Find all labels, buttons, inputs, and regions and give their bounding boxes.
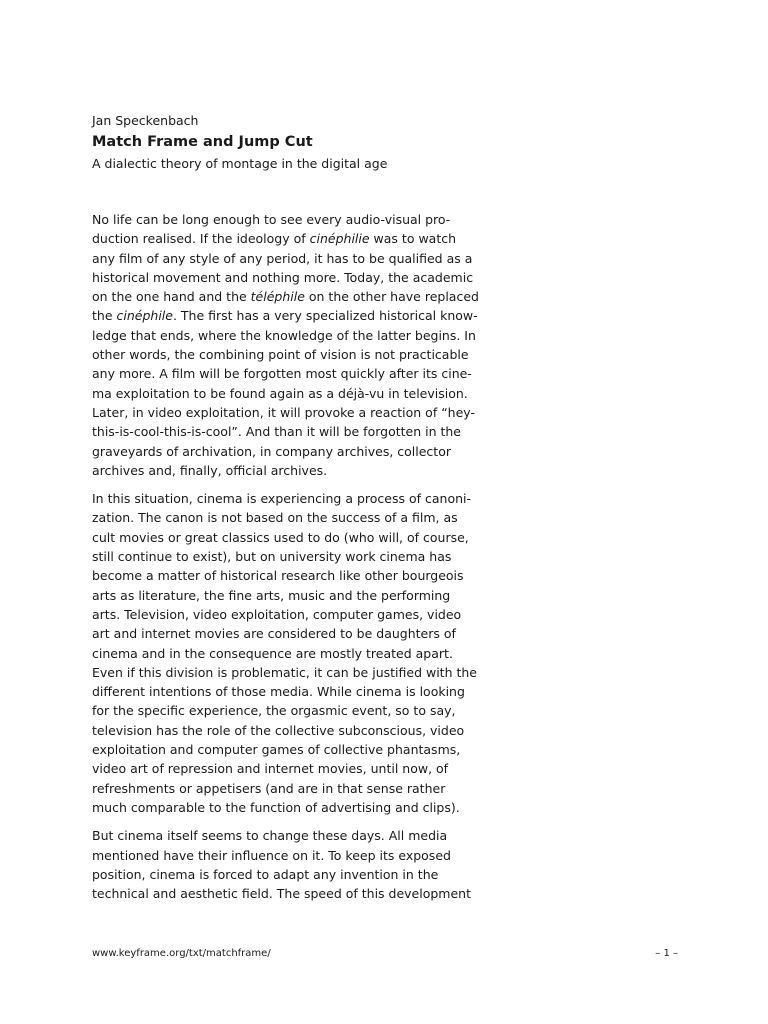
text-run: for the specific experience, the orgasmic event, so to say, bbox=[92, 703, 456, 719]
text-line bbox=[92, 798, 500, 817]
text-run: mentioned have their influence on it. To keep its exposed bbox=[92, 847, 451, 863]
text-run: refreshments or appetisers (and are in that sense rather bbox=[92, 780, 446, 796]
text-run: much comparable to the function of advertising and clips). bbox=[92, 799, 460, 815]
text-run: . The first has a very specialized historical know- bbox=[172, 308, 478, 324]
text-line bbox=[92, 644, 500, 663]
text-run: archives and, finally, official archives. bbox=[92, 462, 328, 478]
text-line bbox=[92, 740, 500, 759]
text-line bbox=[92, 663, 500, 682]
text-line bbox=[92, 721, 500, 740]
text-run: any film of any style of any period, it has to be qualified as a bbox=[92, 250, 473, 266]
text-run: historical movement and nothing more. Today, the academic bbox=[92, 269, 474, 285]
text-run: exploitation and computer games of collective phantasms, bbox=[92, 742, 461, 758]
text-run: on the other have replaced bbox=[304, 289, 479, 305]
text-line bbox=[92, 326, 500, 345]
paragraph bbox=[92, 489, 500, 817]
text-run: was to watch bbox=[369, 231, 457, 247]
text-line bbox=[92, 442, 500, 461]
text-line bbox=[92, 306, 500, 325]
text-line bbox=[92, 345, 500, 364]
text-run: graveyards of archivation, in company archives, collector bbox=[92, 443, 451, 459]
author-name: Jan Speckenbach bbox=[92, 113, 199, 128]
text-line bbox=[92, 268, 500, 287]
text-run: position, cinema is forced to adapt any invention in the bbox=[92, 866, 439, 882]
text-line bbox=[92, 624, 500, 643]
text-run: arts. Television, video exploitation, computer games, video bbox=[92, 606, 462, 622]
article-body bbox=[92, 210, 500, 912]
text-line bbox=[92, 547, 500, 566]
text-run: technical and aesthetic field. The speed of this development bbox=[92, 886, 471, 902]
text-run: Even if this division is problematic, it can be justified with the bbox=[92, 664, 477, 680]
text-line bbox=[92, 586, 500, 605]
text-run: duction realised. If the ideology of bbox=[92, 231, 310, 247]
text-line bbox=[92, 759, 500, 778]
text-line bbox=[92, 489, 500, 508]
italic-term: téléphile bbox=[250, 289, 305, 305]
text-line bbox=[92, 826, 500, 845]
text-line bbox=[92, 210, 500, 229]
page-number: – 1 – bbox=[655, 948, 678, 959]
text-line bbox=[92, 682, 500, 701]
text-run: arts as literature, the fine arts, music and the performing bbox=[92, 587, 451, 603]
article-subtitle: A dialectic theory of montage in the digital age bbox=[92, 156, 388, 171]
text-run: ma exploitation to be found again as a déjà-vu in television. bbox=[92, 385, 468, 401]
text-line bbox=[92, 566, 500, 585]
paragraph bbox=[92, 826, 500, 903]
text-line bbox=[92, 287, 500, 306]
article-title: Match Frame and Jump Cut bbox=[92, 134, 313, 150]
text-run: Later, in video exploitation, it will provoke a reaction of “hey- bbox=[92, 404, 475, 420]
text-run: But cinema itself seems to change these days. All media bbox=[92, 828, 448, 844]
text-line bbox=[92, 701, 500, 720]
text-run: zation. The canon is not based on the success of a film, as bbox=[92, 510, 458, 526]
text-line bbox=[92, 384, 500, 403]
text-line bbox=[92, 605, 500, 624]
text-line bbox=[92, 865, 500, 884]
text-run: television has the role of the collective subconscious, video bbox=[92, 722, 465, 738]
text-run: art and internet movies are considered to be daughters of bbox=[92, 626, 456, 642]
footer-url: www.keyframe.org/txt/matchframe/ bbox=[92, 948, 271, 959]
text-line bbox=[92, 528, 500, 547]
text-line bbox=[92, 461, 500, 480]
text-run: become a matter of historical research like other bourgeois bbox=[92, 568, 464, 584]
text-line bbox=[92, 364, 500, 383]
text-run: In this situation, cinema is experiencing a process of canoni- bbox=[92, 491, 472, 507]
text-run: other words, the combining point of vision is not practicable bbox=[92, 347, 469, 363]
text-line bbox=[92, 229, 500, 248]
text-run: the bbox=[92, 308, 117, 324]
text-line bbox=[92, 422, 500, 441]
text-run: cinema and in the consequence are mostly treated apart. bbox=[92, 645, 453, 661]
text-line bbox=[92, 403, 500, 422]
italic-term: cinéphile bbox=[116, 308, 173, 324]
text-run: on the one hand and the bbox=[92, 289, 251, 305]
text-line bbox=[92, 249, 500, 268]
text-line bbox=[92, 884, 500, 903]
text-run: still continue to exist), but on university work cinema has bbox=[92, 549, 452, 565]
text-run: No life can be long enough to see every audio-visual pro- bbox=[92, 212, 451, 227]
text-run: different intentions of those media. While cinema is looking bbox=[92, 684, 465, 700]
text-line bbox=[92, 779, 500, 798]
paragraph bbox=[92, 210, 500, 480]
italic-term: cinéphilie bbox=[309, 231, 370, 247]
text-run: cult movies or great classics used to do (who will, of course, bbox=[92, 529, 469, 545]
text-run: this-is-cool-this-is-cool”. And than it will be forgotten in the bbox=[92, 424, 461, 440]
text-line bbox=[92, 846, 500, 865]
text-run: video art of repression and internet movies, until now, of bbox=[92, 761, 449, 777]
text-run: any more. A film will be forgotten most quickly after its cine- bbox=[92, 366, 472, 382]
text-run: ledge that ends, where the knowledge of the latter begins. In bbox=[92, 327, 476, 343]
article-header bbox=[92, 112, 512, 174]
text-line bbox=[92, 508, 500, 527]
